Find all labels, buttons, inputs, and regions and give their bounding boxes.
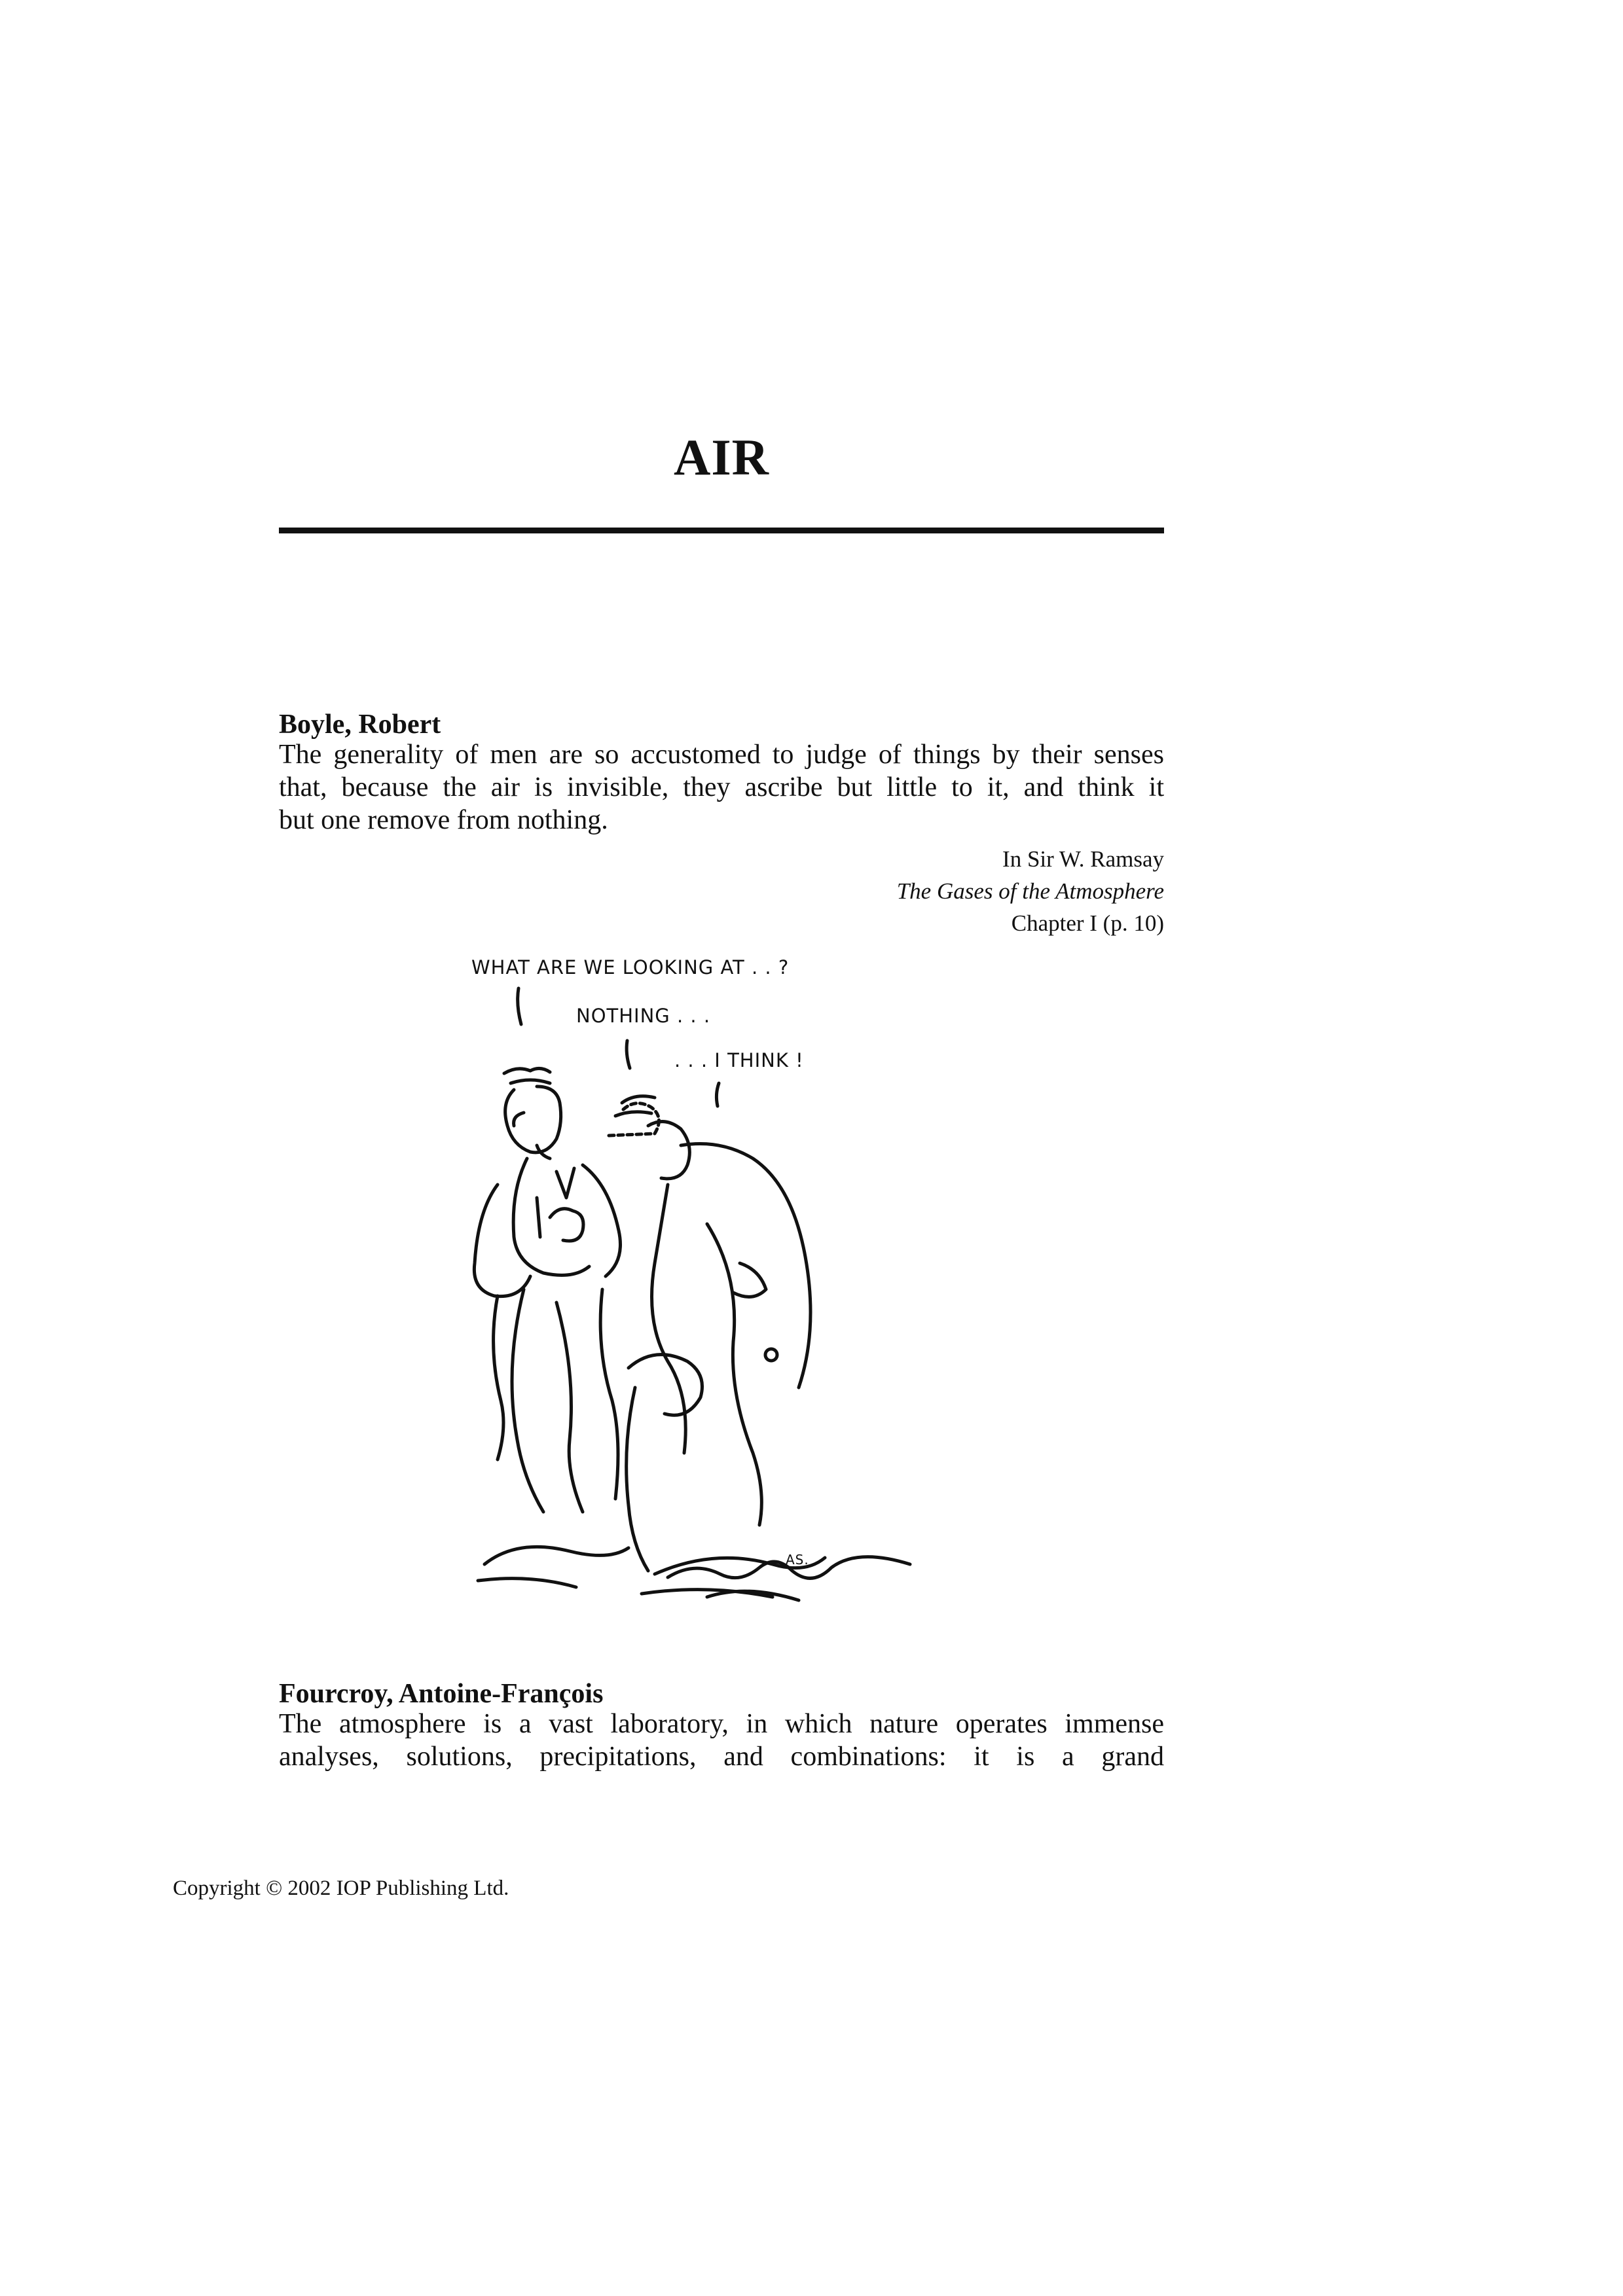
citation-source: In Sir W. Ramsay — [1002, 846, 1164, 872]
quote-line: The generality of men are so accustomed to judge of things by their senses — [279, 740, 1164, 770]
speech-bubble-1: WHAT ARE WE LOOKING AT . . ? — [471, 956, 790, 978]
speech-tail-2 — [627, 1041, 630, 1068]
quote-line: but one remove from nothing. — [279, 805, 608, 835]
entry-author-fourcroy: Fourcroy, Antoine-François — [279, 1679, 604, 1709]
citation-boyle — [720, 843, 1164, 939]
left-man-figure — [474, 1068, 629, 1587]
speech-tail-3 — [716, 1083, 719, 1106]
citation-book-title: The Gases of the Atmosphere — [896, 878, 1164, 904]
speech-bubble-2: NOTHING . . . — [576, 1005, 711, 1027]
quote-line: that, because the air is invisible, they ascribe but little to it, and think it — [279, 772, 1164, 802]
quote-line: analyses, solutions, precipitations, and combinations: it is a grand — [279, 1742, 1164, 1772]
speech-bubble-3: . . . I THINK ! — [674, 1049, 804, 1071]
speech-tail-1 — [518, 988, 521, 1024]
entry-author-boyle: Boyle, Robert — [279, 709, 441, 740]
citation-chapter: Chapter I (p. 10) — [1011, 910, 1164, 936]
quote-boyle — [279, 738, 1164, 836]
page-title: AIR — [673, 429, 769, 486]
copyright-notice: Copyright © 2002 IOP Publishing Ltd. — [173, 1876, 509, 1900]
title-rule — [279, 528, 1164, 533]
quote-fourcroy — [279, 1708, 1164, 1773]
right-man-figure — [609, 1096, 825, 1597]
cartoon-illustration — [458, 949, 982, 1630]
quote-line: The atmosphere is a vast laboratory, in which nature operates immense — [279, 1709, 1164, 1739]
artist-signature: AS. — [786, 1552, 809, 1568]
